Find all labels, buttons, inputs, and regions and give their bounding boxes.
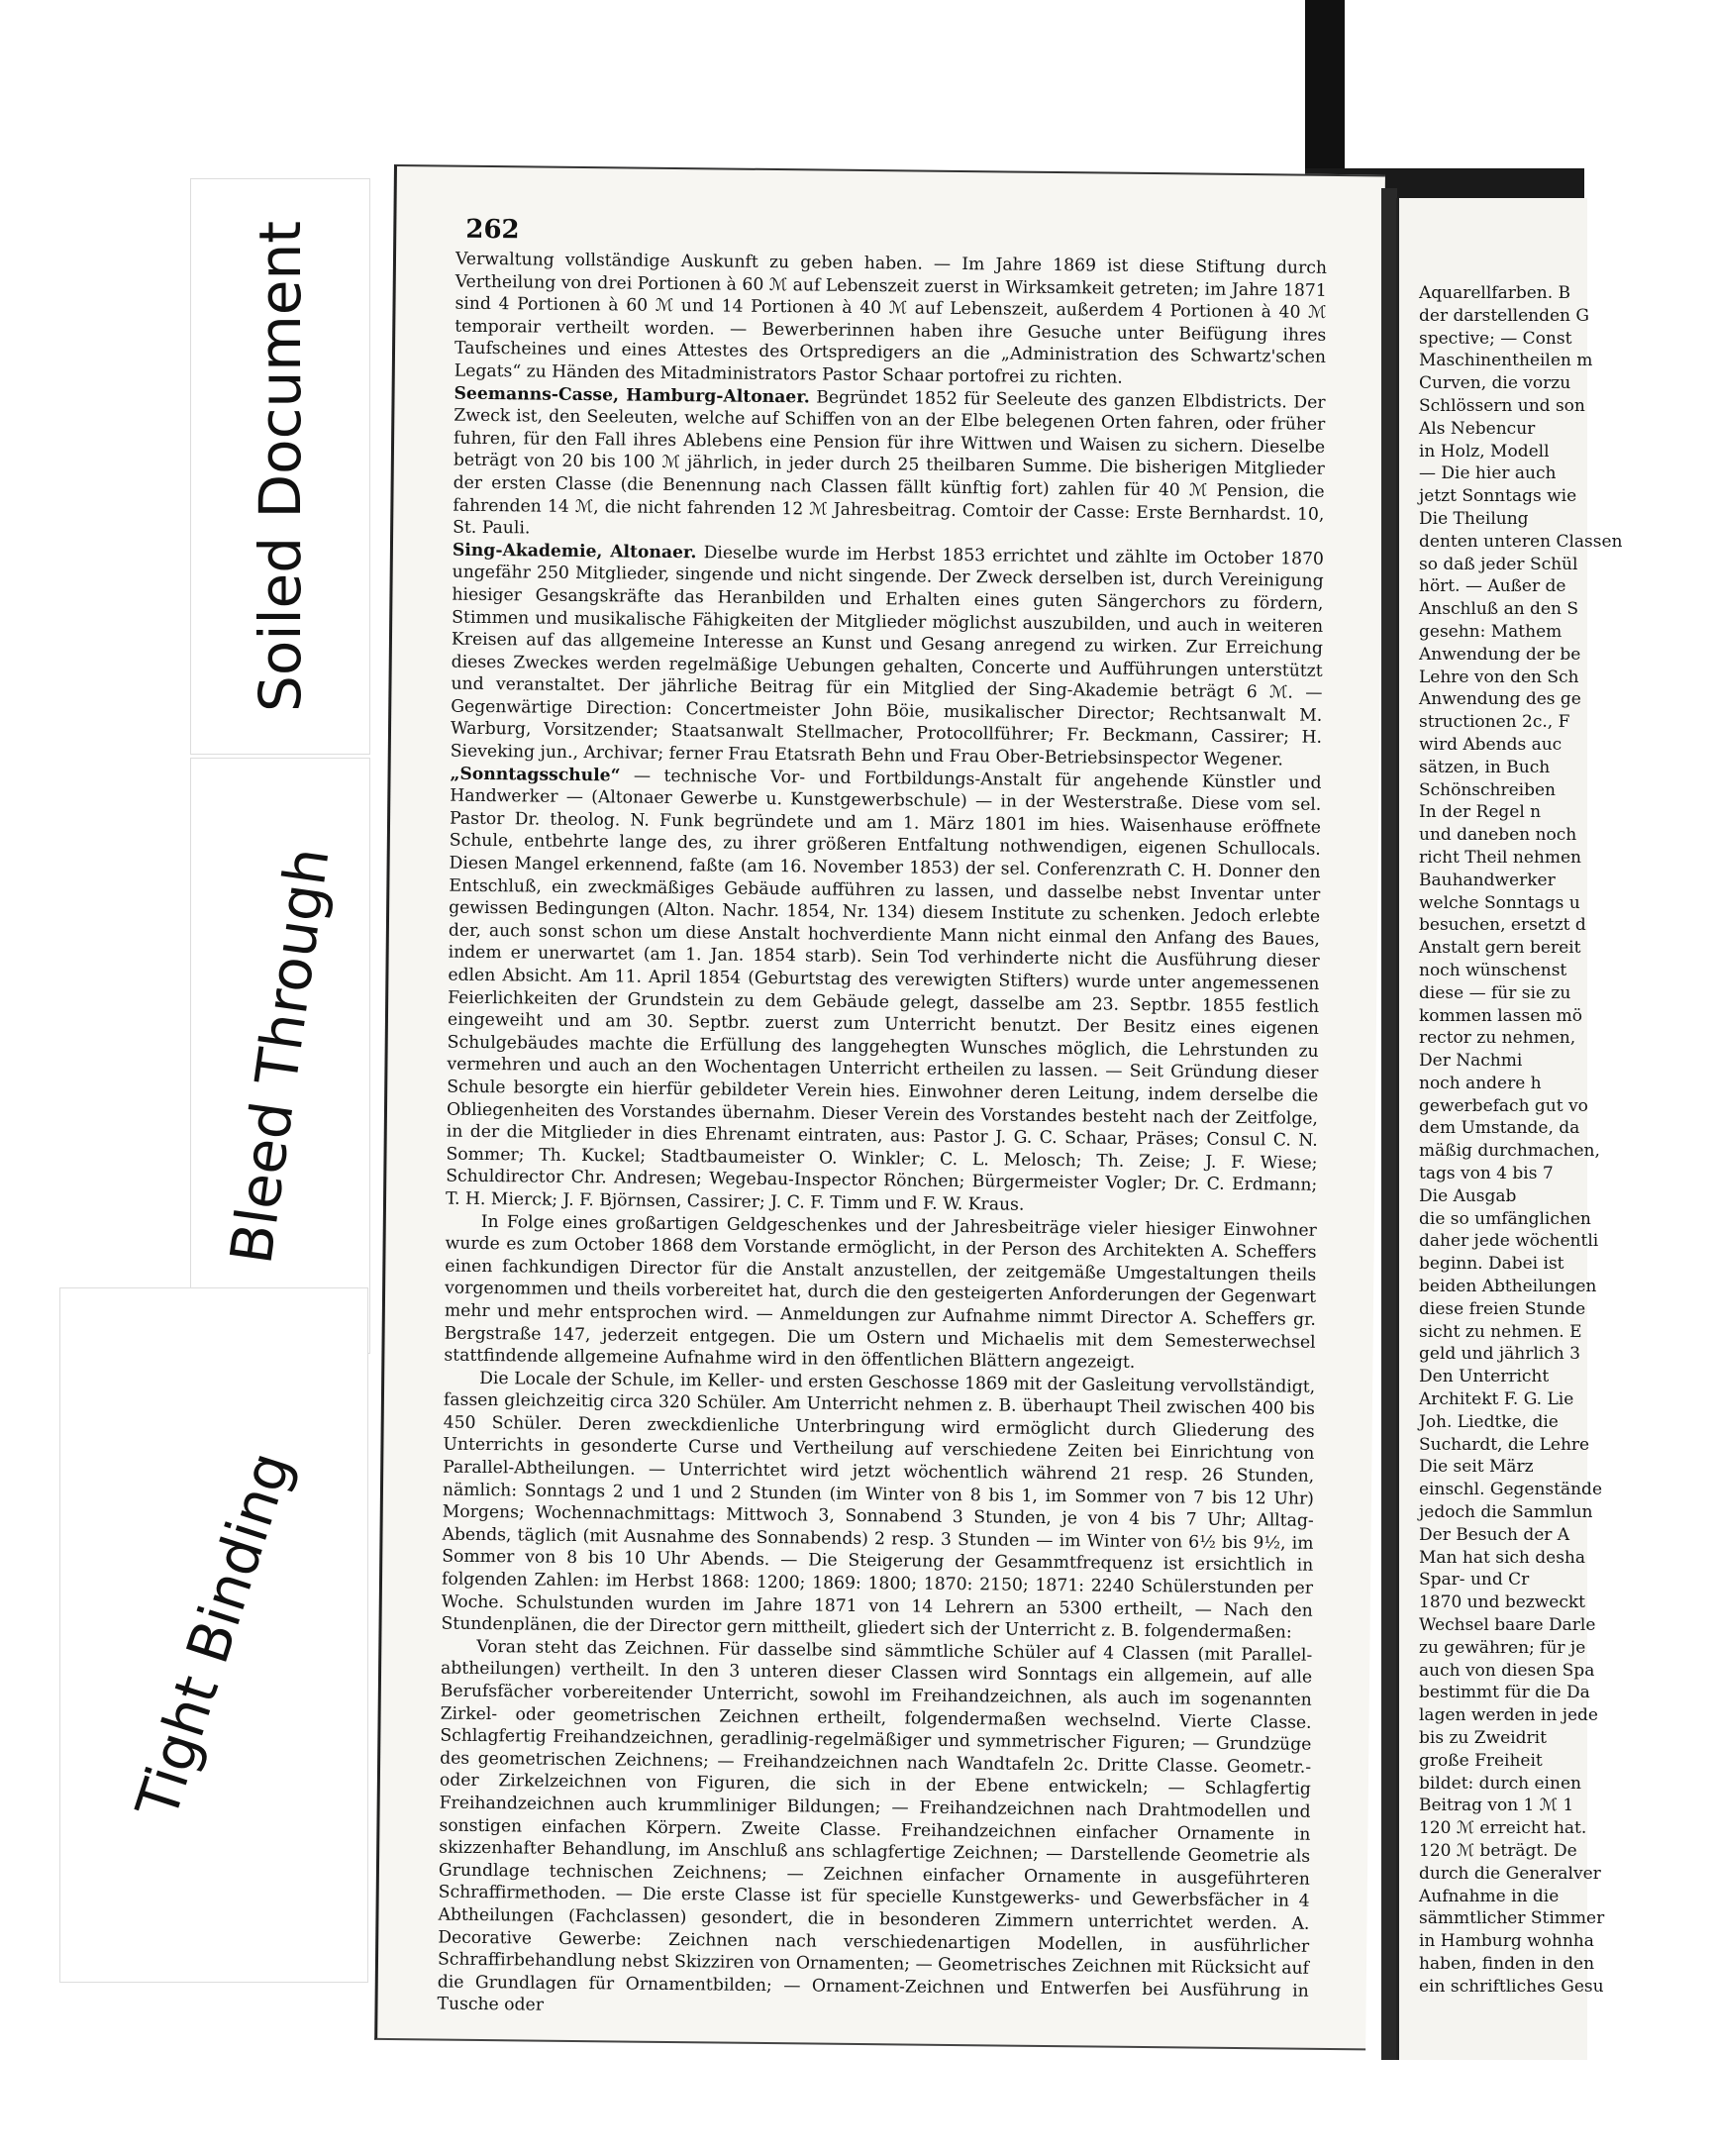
text-line: Anwendung des ge	[1419, 689, 1581, 710]
text-line: bestimmt für die Da	[1419, 1683, 1590, 1703]
text-line: 120 ℳ beträgt. De	[1419, 1840, 1577, 1861]
text-line: wird Abends auc	[1419, 734, 1563, 755]
paragraph-text: Begründet 1852 für Seeleute des ganzen Elbdistricts. Der Zweck ist, den Seeleuten, welche auf Schiffen von an der Elbe belegenen Orten fahren, oder früher fuhren, für den Fall ihres Ablebens eine Pension für ihre Wittwen und Waisen zu sichern. Dieselbe beträgt von 20 bis 100 ℳ jährlich, in jeder durch 25 theilbaren Summe. Die bisherigen Mitglieder der ersten Classe (die Benennung nach Classen fällt künftig fort) zahlen für 40 ℳ Pension, die fahrenden 14 ℳ, die nicht fahrenden 12 ℳ Jahresbeitrag. Comtoir der Casse: Erste Bernhardst. 10, St. Pauli.	[453, 386, 1326, 539]
text-line: hört. — Außer de	[1419, 576, 1566, 597]
text-line: kommen lassen mö	[1419, 1005, 1582, 1026]
paragraph	[451, 539, 1324, 771]
text-line: Spar- und Cr	[1419, 1570, 1530, 1591]
text-line: in Hamburg wohnha	[1419, 1931, 1594, 1952]
text-line: mäßig durchmachen,	[1419, 1141, 1600, 1162]
paragraph-text: — technische Vor- und Fortbildungs-Anstalt für angehende Künstler und Handwerker — (Altonaer Gewerbe u. Kunstgewerbschule) — in der Westerstraße. Diese vom sel. Pastor Dr. theolog. N. Funk begründete und am 1. März 1801 im hies. Waisenhause eröffnete Schule, entbehrte lange des, zu ihrer größeren Entfaltung nothwendigen, eigenen Schullocals. Diesen Mangel erkennend, faßte (am 16. November 1853) der sel. Conferenzrath C. H. Donner den Entschluß, ein zweckmäßiges Gebäude aufführen zu lassen, und dasselbe nebst Inventar unter gewissen Bedingungen (Alton. Nachr. 1854, Nr. 134) diesem Institute zu schenken. Jedoch erlebte der, auch sonst schon um diese Anstalt hochverdiente Mann nicht einmal den Anfang des Baues, indem er unerwartet (am 1. Jan. 1854 starb). Sein Tod verhinderte nicht die Ausführung dieser edlen Absicht. Am 11. April 1854 (Geburtstag des verewigten Stifters) wurde unter angemessenen Feierlichkeiten der Grundstein zu dem Gebäude gelegt, dasselbe am 23. Septbr. 1855 festlich eingeweiht und am 30. Septbr. zuerst zum Unterricht benutzt. Der Besitz eines eigenen Schulgebäudes machte die Erfüllung des langgehegten Wunsches möglich, die Lehrstunden zu vermehren und auch an den Wochentagen Unterricht ertheilen zu lassen. — Seit Gründung dieser Schule besorgte ein hierfür gebildeter Verein hies. Einwohner deren Leitung, indem derselbe die Obliegenheiten des Vorstandes übernahm. Dieser Verein des Vorstandes besteht nach der Zeitfolge, in der die Mitglieder in dies Ehrenamt eintraten, aus: Pastor J. G. C. Schaar, Präses; Consul C. N. Sommer; Th. Kuckel; Stadtbaumeister O. Winkler; C. L. Melosch; Th. Zeise; J. F. Wiese; Schuldirector Chr. Andresen; Wegebau-Inspector Rönchen; Bürgermeister Vogler; Dr. C. Erdmann; T. H. Mierck; J. F. Björnsen, Cassirer; J. C. F. Timm und F. W. Kraus.	[445, 766, 1322, 1215]
text-line: spective; — Const	[1419, 328, 1572, 349]
text-line: jedoch die Sammlun	[1419, 1502, 1593, 1523]
text-line: ein schriftliches Gesu	[1419, 1976, 1604, 1997]
label-bleed-through	[190, 758, 370, 1354]
text-line: Beitrag von 1 ℳ 1	[1419, 1796, 1574, 1816]
text-line: structionen 2c., F	[1419, 712, 1570, 733]
text-line: durch die Generalver	[1419, 1863, 1601, 1884]
text-line: Maschinentheilen m	[1419, 351, 1593, 371]
text-line: jetzt Sonntags wie	[1419, 486, 1577, 507]
text-line: bis zu Zweidrit	[1419, 1728, 1547, 1748]
paragraph-heading: Sing-Akademie, Altonaer.	[452, 540, 697, 563]
text-line: Suchardt, die Lehre	[1419, 1434, 1590, 1455]
text-line: In der Regel n	[1419, 802, 1542, 823]
text-line: Die seit März	[1419, 1457, 1534, 1478]
text-line: Joh. Liedtke, die	[1419, 1411, 1559, 1432]
text-line: zu gewähren; für je	[1419, 1637, 1586, 1658]
text-line: rector zu nehmen,	[1419, 1028, 1576, 1049]
paragraph	[437, 1635, 1312, 2024]
text-line: Der Nachmi	[1419, 1051, 1523, 1072]
page2-body	[1419, 282, 1716, 1999]
label-soiled-text: Soiled Document	[247, 221, 315, 712]
text-line: auch von diesen Spa	[1419, 1660, 1595, 1681]
book-page-left	[374, 164, 1385, 2050]
paragraph-text: Dieselbe wurde im Herbst 1853 errichtet und zählte im October 1870 ungefähr 250 Mitglieder, singende und nicht singende. Der Zweck derselben ist, durch Vereinigung hiesiger Gesangskräfte das Heranbilden und Erhalten eines guten Sängerchors zu fördern, Stimmen und musikalische Fähigkeiten der Mitglieder möglichst auszubilden, und auch in weiteren Kreisen auf das allgemeine Interesse an Kunst und Gesang anregend zu wirken. Zur Erreichung dieses Zweckes werden regelmäßige Uebungen gehalten, Concerte und Aufführungen unterstützt und veranstaltet. Der jährliche Beitrag für ein Mitglied der Sing-Akademie beträgt 6 ℳ. — Gegenwärtige Direction: Concertmeister John Böie, musikalischer Director; Rechtsanwalt M. Warburg, Vorsitzender; Staatsanwalt Stellmacher, Protocollführer; Fr. Beckmann, Cassirer; H. Sieveking jun., Archivar; ferner Frau Etatsrath Behn und Frau Ober-Betriebsinspector Wegener.	[450, 542, 1324, 770]
text-line: Aufnahme in die	[1419, 1886, 1560, 1906]
paragraph-heading: „Sonntagsschule“	[450, 764, 621, 786]
text-line: richt Theil nehmen	[1419, 847, 1581, 868]
text-line: besuchen, ersetzt d	[1419, 915, 1586, 936]
text-line: haben, finden in den	[1419, 1953, 1595, 1974]
text-line: einschl. Gegenstände	[1419, 1480, 1602, 1500]
label-tight-binding	[59, 1287, 368, 1983]
text-line: sicht zu nehmen. E	[1419, 1321, 1582, 1342]
text-line: noch andere h	[1419, 1073, 1542, 1093]
paragraph	[454, 249, 1327, 392]
binding-gutter	[1381, 188, 1397, 2060]
text-line: tags von 4 bis 7	[1419, 1164, 1554, 1184]
page-number: 262	[465, 214, 520, 246]
paragraph-text: Voran steht das Zeichnen. Für dasselbe sind sämmtliche Schüler auf 4 Classen (mit Parallel-abtheilungen) vertheilt. In den 3 unteren dieser Classen wird Sonntags ein allgemein, auf alle Berufsfächer vorbereitender Unterricht, sowohl im Freihandzeichnen, als auch im sogenannten Zirkel- oder geometrischen Zeichnen ertheilt, folgendermaßen wechselnd. Vierte Classe. Schlagfertig Freihandzeichnen, geradlinig-regelmäßiger und symmetrischer Figuren; — Grundzüge des geometrischen Zeichnens; — Freihandzeichnen nach Wandtafeln 2c. Dritte Classe. Geometr.- oder Zirkelzeichnen von Figuren, die sich in der Ebene entwickeln; — Schlagfertig Freihandzeichnen auch krummliniger Bildungen; — Freihandzeichnen nach Drahtmodellen und sonstigen einfachen Körpern. Zweite Classe. Freihandzeichnen einfacher Ornamente in skizzenhafter Behandlung, im Anschluß ans schlagfertige Zeichnen; — Darstellende Geometrie als Grundlage technischen Zeichnens; — Zeichnen einfacher Ornamente in ausgeführteren Schraffirmethoden. — Die erste Classe ist für specielle Kunstgewerks- und Gewerbsfächer in 4 Abtheilungen (Fachclassen) gesondert, die in besonderen Zimmern unterrichtet werden. A. Decorative Gewerbe: Zeichnen nach verschiedenartigen Modellen, in ausführlicher Schraffirbehandlung nebst Skizziren von Ornamenten; — Geometrisches Zeichnen mit Rücksicht auf die Grundlagen für Ornamentbilden; — Ornament-Zeichnen und Entwerfen bei Ausführung in Tusche oder	[437, 1636, 1313, 2015]
text-line: Schlössern und son	[1419, 395, 1585, 416]
text-line: Anstalt gern bereit	[1419, 938, 1581, 959]
text-line: sämmtlicher Stimmer	[1419, 1908, 1605, 1929]
text-line: dem Umstande, da	[1419, 1118, 1580, 1139]
text-line: Wechsel baare Darle	[1419, 1615, 1596, 1636]
text-line: Den Unterricht	[1419, 1367, 1550, 1387]
text-line: in Holz, Modell	[1419, 441, 1550, 462]
text-line: 1870 und bezweckt	[1419, 1592, 1586, 1613]
text-line: — Die hier auch	[1419, 463, 1557, 484]
label-soiled-document	[190, 178, 370, 755]
text-line: gesehn: Mathem	[1419, 621, 1563, 642]
text-line: Lehre von den Sch	[1419, 667, 1579, 687]
text-line: der darstellenden G	[1419, 305, 1589, 326]
book-page-right	[1396, 198, 1623, 2060]
text-line: so daß jeder Schül	[1419, 554, 1578, 574]
text-line: beginn. Dabei ist	[1419, 1254, 1565, 1275]
paragraph-heading: Seemanns-Casse, Hamburg-Altonaer.	[454, 383, 810, 407]
page-body	[437, 249, 1327, 2025]
text-line: große Freiheit	[1419, 1750, 1543, 1771]
text-line: Man hat sich desha	[1419, 1547, 1585, 1568]
text-line: denten unteren Classen	[1419, 531, 1623, 552]
text-line: Bauhandwerker	[1419, 870, 1556, 890]
text-line: sätzen, in Buch	[1419, 757, 1551, 777]
text-line: beiden Abtheilungen	[1419, 1277, 1597, 1297]
text-line: Curven, die vorzu	[1419, 373, 1571, 394]
text-line: geld und jährlich 3	[1419, 1344, 1580, 1365]
text-line: und daneben noch	[1419, 825, 1577, 846]
paragraph	[446, 763, 1322, 1219]
paragraph	[444, 1210, 1317, 1376]
paragraph	[453, 382, 1326, 548]
text-line: Die Theilung	[1419, 508, 1529, 529]
text-line: Als Nebencur	[1419, 418, 1536, 439]
text-line: Architekt F. G. Lie	[1419, 1389, 1574, 1410]
label-tight-text: Tight Binding	[123, 1444, 305, 1826]
paragraph	[441, 1367, 1315, 1644]
text-line: 120 ℳ erreicht hat.	[1419, 1818, 1587, 1839]
text-line: Anwendung der be	[1419, 644, 1581, 665]
text-line: Der Besuch der A	[1419, 1524, 1570, 1545]
label-bleed-text: Bleed Through	[217, 843, 344, 1269]
text-line: Aquarellfarben. B	[1419, 283, 1571, 303]
paragraph-text: Die Locale der Schule, im Keller- und ersten Geschosse 1869 mit der Gasleitung vervollständigt, fassen gleichzeitig circa 320 Schüler. Am Unterricht nehmen z. B. überhaupt Theil zwischen 400 bis 450 Schüler. Deren zweckdienliche Unterbringung wird ermöglicht durch Gliederung des Unterrichts in gesonderte Curse und Vertheilung auf verschiedene Zeiten bei Einrichtung von Parallel-Abtheilungen. — Unterrichtet wird jetzt wöchentlich während 21 resp. 26 Stunden, nämlich: Sonntags 2 und 1 und 2 Stunden (im Winter von 8 bis 1, im Sommer von 7 bis 12 Uhr) Morgens; Wochennachmittags: Mittwoch 3, Sonnabend 3 Stunden, je von 4 bis 7 Uhr; Alltag-Abends, täglich (mit Ausnahme des Sonnabends) 2 resp. 3 Stunden — im Winter von 6½ bis 9½, im Sommer von 8 bis 10 Uhr Abends. — Die Steigerung der Gesammtfrequenz ist ersichtlich in folgenden Zahlen: im Herbst 1868: 1200; 1869: 1800; 1870: 2150; 1871: 2240 Schülerstunden per Woche. Schulstunden wurden im Jahre 1871 von 14 Lehrern an 5300 ertheilt, — Nach den Stundenplänen, die der Director gern mittheilt, gliedert sich der Unterricht z. B. folgendermaßen:	[441, 1368, 1316, 1643]
text-line: diese — für sie zu	[1419, 982, 1571, 1003]
black-strip-top	[1305, 0, 1345, 178]
text-line: die so umfänglichen	[1419, 1208, 1591, 1229]
text-line: Anschluß an den S	[1419, 599, 1578, 620]
text-line: lagen werden in jede	[1419, 1705, 1598, 1726]
text-line: daher jede wöchentli	[1419, 1231, 1599, 1252]
text-line: gewerbefach gut vo	[1419, 1095, 1588, 1116]
paragraph-text: In Folge eines großartigen Geldgeschenkes und der Jahresbeiträge vieler hiesiger Einwohner wurde es zum October 1868 dem Vorstande ermöglicht, in der Person des Architekten A. Scheffers einen fachkundigen Director für die Anstalt anzustellen, der zeitgemäße Umgestaltungen theils vorgenommen und theils vorbereitet hat, durch die den gesteigerten Anforderungen der Gegenwart mehr und mehr entsprochen wird. — Anmeldungen zur Aufnahme nimmt Director A. Scheffers gr. Bergstraße 147, jederzeit entgegen. Die um Ostern und Michaelis mit dem Semesterwechsel stattfindende allgemeine Aufnahme wird in den öffentlichen Blättern angezeigt.	[444, 1211, 1317, 1373]
text-line: bildet: durch einen	[1419, 1773, 1581, 1794]
text-line: Die Ausgab	[1419, 1185, 1517, 1206]
text-line: Schönschreiben	[1419, 779, 1557, 800]
paragraph-text: Verwaltung vollständige Auskunft zu geben haben. — Im Jahre 1869 ist diese Stiftung durch Vertheilung von drei Portionen à 60 ℳ auf Lebenszeit zuerst in Wirksamkeit getreten; im Jahre 1871 sind 4 Portionen à 60 ℳ und 14 Portionen à 40 ℳ auf Lebenszeit, außerdem 4 Portionen à 40 ℳ temporair vertheilt worden. — Bewerberinnen haben ihre Gesuche unter Beifügung ihres Taufscheines und eines Attestes des Ortspredigers an die „Administration des Schwartz'schen Legats“ zu Händen des Mitadministrators Pastor Schaar portofrei zu richten.	[454, 249, 1328, 388]
text-line: noch wünschenst	[1419, 960, 1567, 980]
text-line: welche Sonntags u	[1419, 892, 1580, 913]
text-line: diese freien Stunde	[1419, 1298, 1586, 1319]
